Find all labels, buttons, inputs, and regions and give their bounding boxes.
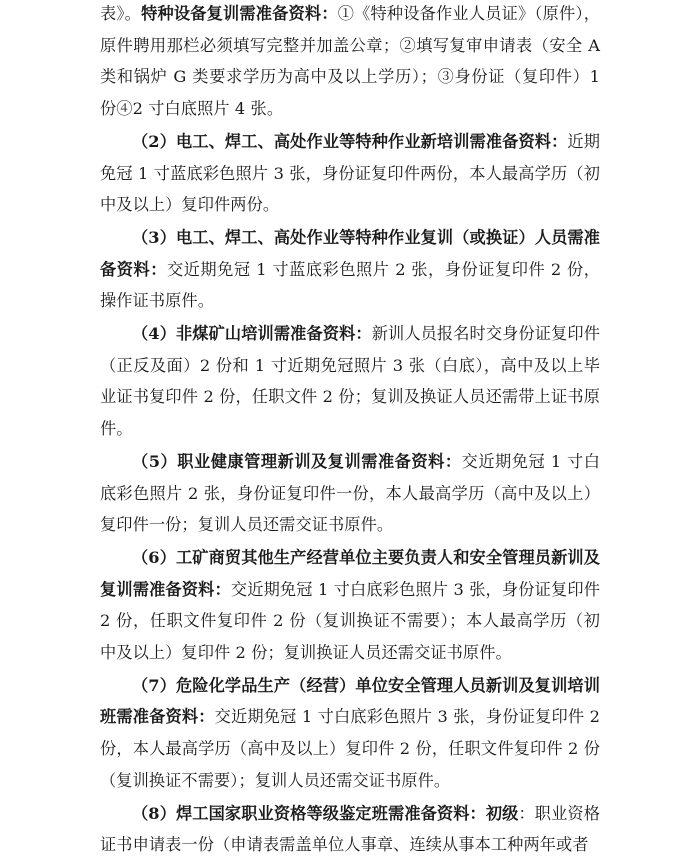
paragraph-4 [100,318,600,445]
document-page [100,0,600,861]
text-run: ①《特种设备作业人员证》（原件），原件聘用那栏必须填写完整并加盖公章；②填写复审申请表（安全 A 类和锅炉 G 类要求学历为高中及以上学历）；③身份证（复印件）1 份④2 寸白底照片 4 张。 [100,4,601,119]
bold-heading-run: （2）电工、焊工、高处作业等特种作业新培训需准备资料： [132,131,568,151]
text-run: 近期免冠 1 寸蓝底彩色照片 3 张，身份证复印件两份，本人最高学历（初中及以上）复印件两份。 [100,131,601,215]
paragraph-2 [100,126,600,221]
paragraph-8 [100,798,600,861]
text-run: 表》。 [100,4,142,23]
bold-heading-run: （4）非煤矿山培训需准备资料： [132,324,372,344]
bold-heading-run: （5）职业健康管理新训及复训需准备资料： [132,451,462,471]
paragraph-6 [100,542,600,669]
bold-heading-run: 特种设备复训需准备资料： [141,4,338,23]
text-run: 交近期免冠 1 寸白底彩色照片 3 张，身份证复印件 2 份，任职文件复印件 2 份（复训换证不需要）；本人最高学历（初中及以上）复印件 2 份；复训换证人员还需交证书原件。 [100,579,600,663]
text-run: 交近期免冠 1 寸蓝底彩色照片 2 张，身份证复印件 2 份，操作证书原件。 [100,259,600,311]
paragraph-1 [100,0,600,125]
bold-heading-run: （3）电工、焊工、高处作业等特种作业复训（或换证）人员需准备资料： [100,227,600,279]
paragraph-3 [100,222,600,317]
text-run: 交近期免冠 1 寸白底彩色照片 3 张，身份证复印件 2 份，本人最高学历（高中及以上）复印件 2 份，任职文件复印件 2 份（复训换证不需要）；复训人员还需交证书原件。 [100,707,600,790]
text-run: 新训人员报名时交身份证复印件（正反及面）2 份和 1 寸近期免冠照片 3 张（白底），高中及以上毕业证书复印件 2 份，任职文件 2 份；复训及换证人员还需带上证书原件。 [100,324,600,439]
text-run: ：职业资格证书申请表一份（申请表需盖单位人事章、连续从事本工种两年或者 [100,803,601,855]
paragraph-5 [100,446,600,541]
paragraph-7 [100,670,600,797]
text-run: 交近期免冠 1 寸白底彩色照片 2 张，身份证复印件一份，本人最高学历（高中及以上）复印件一份；复训人员还需交证书原件。 [100,451,601,535]
bold-heading-run: （6）工矿商贸其他生产经营单位主要负责人和安全管理员新训及复训需准备资料： [100,547,600,599]
bold-heading-run: （8）焊工国家职业资格等级鉴定班需准备资料：初级 [132,803,519,823]
bold-heading-run: （7）危险化学品生产（经营）单位安全管理人员新训及复训培训班需准备资料： [100,675,600,727]
